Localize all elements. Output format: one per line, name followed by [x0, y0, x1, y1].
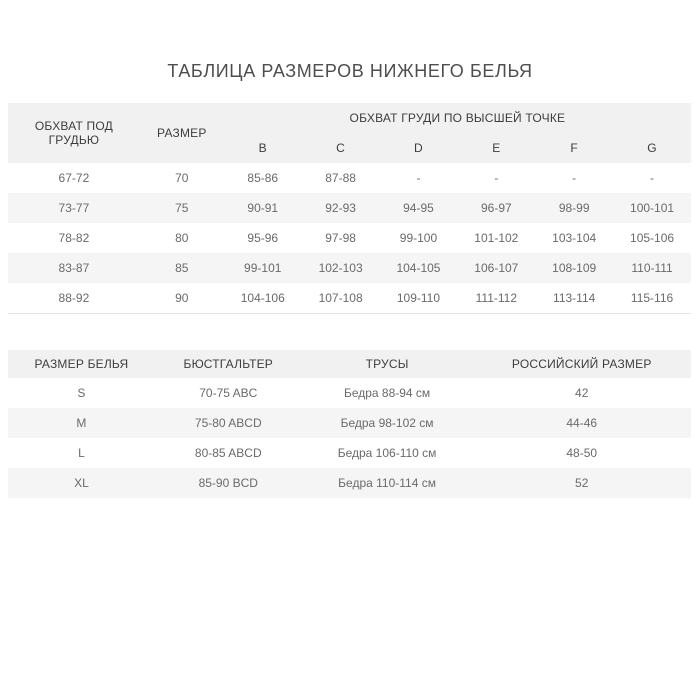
table-cell: 98-99: [535, 193, 613, 223]
table-row: [8, 468, 691, 498]
table-row: [8, 378, 691, 408]
col-header-size: РАЗМЕР: [140, 103, 224, 163]
table-cell: 96-97: [457, 193, 535, 223]
underbust-cell: 67-72: [58, 171, 90, 185]
table-cell: 100-101: [613, 193, 691, 223]
bra-size-table-body: [8, 163, 691, 314]
table-cell: -: [650, 171, 655, 185]
bra-cell: 75-80 ABCD: [155, 408, 302, 438]
briefs-cell: Бедра 110-114 см: [302, 468, 473, 498]
russian-size-cell: 48-50: [566, 446, 598, 460]
col-header-russian-size: РОССИЙСКИЙ РАЗМЕР: [472, 350, 691, 378]
garment-size-cell: L: [78, 446, 85, 460]
col-header-cup-b: B: [224, 133, 302, 163]
russian-size-cell: 44-46: [472, 408, 691, 438]
bra-cell: 70-75 ABC: [199, 386, 258, 400]
table-row: [8, 283, 691, 314]
bra-size-table: [8, 103, 691, 314]
table-cell: -: [494, 171, 499, 185]
table-cell: 113-114: [553, 291, 596, 305]
header-row: [8, 350, 691, 378]
underbust-cell: 78-82: [58, 231, 90, 245]
underbust-cell: 73-77: [8, 193, 140, 223]
table-cell: 85-86: [247, 171, 279, 185]
size-chart-page: [0, 59, 700, 498]
table-cell: -: [416, 171, 421, 185]
garment-size-cell: S: [77, 386, 86, 400]
col-header-cup-c: C: [302, 133, 380, 163]
col-header-bra: БЮСТГАЛЬТЕР: [155, 350, 302, 378]
garment-size-cell: XL: [8, 468, 155, 498]
table-row: [8, 223, 691, 253]
size-cell: 70: [175, 171, 189, 185]
table-row: [8, 163, 691, 193]
size-cell: 85: [140, 253, 224, 283]
table-cell: 99-100: [399, 231, 438, 245]
col-header-underbust: ОБХВАТ ПОД ГРУДЬЮ: [8, 103, 140, 163]
garment-size-table: [8, 350, 691, 498]
table-row: [8, 253, 691, 283]
col-header-garment-size: РАЗМЕР БЕЛЬЯ: [8, 350, 155, 378]
underbust-cell: 88-92: [58, 291, 90, 305]
col-header-cup-f: F: [535, 133, 613, 163]
table-cell: 111-112: [475, 291, 517, 305]
page-title: ТАБЛИЦА РАЗМЕРОВ НИЖНЕГО БЕЛЬЯ: [167, 61, 533, 81]
table-cell: 99-101: [224, 253, 302, 283]
table-cell: 104-106: [240, 291, 285, 305]
col-header-cup-g: G: [613, 133, 691, 163]
briefs-cell: Бедра 88-94 см: [343, 386, 431, 400]
table-cell: 109-110: [396, 291, 441, 305]
table-cell: 94-95: [380, 193, 458, 223]
russian-size-cell: 42: [575, 386, 589, 400]
bra-cell: 80-85 ABCD: [194, 446, 262, 460]
underbust-cell: 83-87: [8, 253, 140, 283]
table-cell: 101-102: [474, 231, 519, 245]
table-cell: 115-116: [630, 291, 674, 305]
table-cell: 106-107: [457, 253, 535, 283]
garment-size-table-header: [8, 350, 691, 378]
col-group-header-bust: ОБХВАТ ГРУДИ ПО ВЫСШЕЙ ТОЧКЕ: [224, 103, 691, 133]
table-cell: 87-88: [325, 171, 356, 185]
table-cell: 110-111: [613, 253, 691, 283]
size-cell: 75: [140, 193, 224, 223]
col-header-cup-e: E: [457, 133, 535, 163]
table-cell: 108-109: [535, 253, 613, 283]
garment-size-cell: M: [8, 408, 155, 438]
garment-size-table-body: [8, 378, 691, 498]
table-cell: 103-104: [552, 231, 597, 245]
table-cell: 90-91: [224, 193, 302, 223]
size-cell: 80: [175, 231, 189, 245]
col-header-briefs: ТРУСЫ: [302, 350, 473, 378]
col-header-cup-d: D: [380, 133, 458, 163]
table-cell: 104-105: [380, 253, 458, 283]
table-row: [8, 408, 691, 438]
table-row: [8, 193, 691, 223]
briefs-cell: Бедра 98-102 см: [302, 408, 473, 438]
table-cell: 107-108: [318, 291, 363, 305]
bra-cell: 85-90 BCD: [155, 468, 302, 498]
table-cell: -: [572, 171, 577, 185]
table-row: [8, 438, 691, 468]
header-row-groups: [8, 103, 691, 133]
table-cell: 105-106: [630, 231, 675, 245]
table-cell: 92-93: [302, 193, 380, 223]
briefs-cell: Бедра 106-110 см: [337, 446, 437, 460]
russian-size-cell: 52: [472, 468, 691, 498]
bra-size-table-header: [8, 103, 691, 163]
size-cell: 90: [175, 291, 189, 305]
table-cell: 95-96: [247, 231, 279, 245]
table-cell: 97-98: [325, 231, 356, 245]
table-cell: 102-103: [302, 253, 380, 283]
